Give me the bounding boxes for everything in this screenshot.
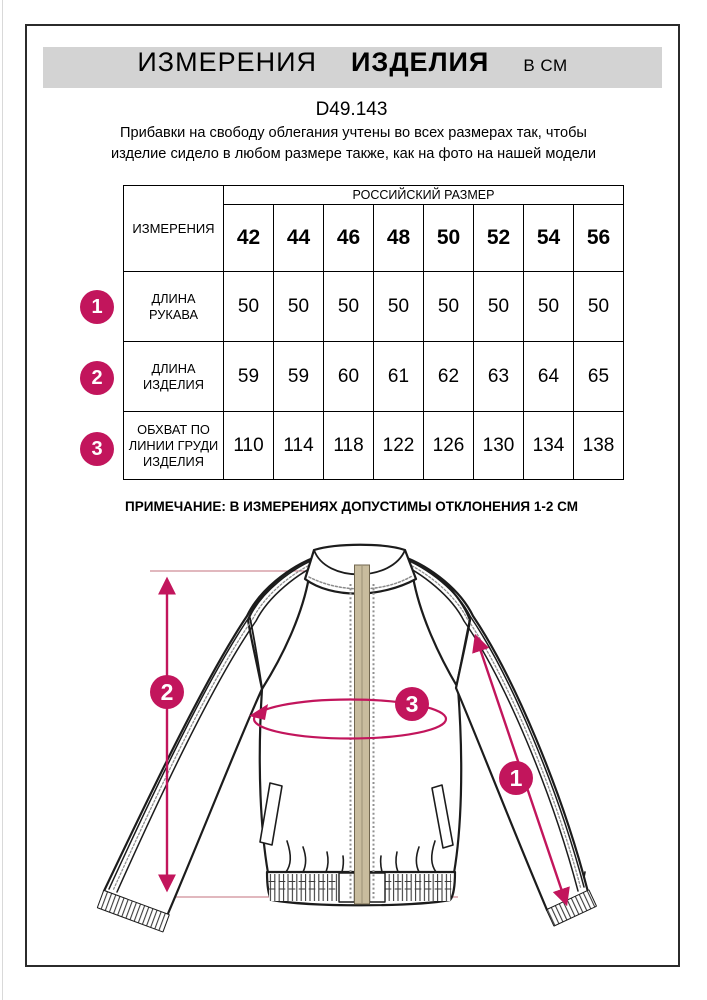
cell-value: 50 [574,272,624,342]
cell-value: 134 [524,412,574,480]
cell-value: 64 [524,342,574,412]
cell-value: 50 [274,272,324,342]
marker-label-2: 2 [160,679,174,705]
row-marker-2: 2 [80,361,114,395]
cell-value: 62 [424,342,474,412]
cell-value: 126 [424,412,474,480]
size-header: 56 [574,205,624,272]
table-row-sleeve-length [124,272,624,342]
cell-value: 63 [474,342,524,412]
page-title-measurements: ИЗМЕРЕНИЯ [137,47,317,77]
size-group-header: РОССИЙСКИЙ РАЗМЕР [224,186,624,205]
waistband-tab-left [339,873,355,902]
row-marker-1: 1 [80,290,114,324]
waistband-tab-right [370,873,386,902]
row-label: ОБХВАТ ПО ЛИНИИ ГРУДИ ИЗДЕЛИЯ [124,412,224,480]
cell-value: 50 [424,272,474,342]
row-label: ДЛИНА ИЗДЕЛИЯ [124,342,224,412]
marker-label-3: 3 [405,691,419,717]
jacket-technical-drawing [25,540,678,955]
cell-value: 59 [274,342,324,412]
size-header: 46 [324,205,374,272]
table-row-garment-length [124,342,624,412]
cell-value: 118 [324,412,374,480]
cell-value: 50 [374,272,424,342]
cell-value: 130 [474,412,524,480]
row-label: ДЛИНА РУКАВА [124,272,224,342]
size-table [123,185,624,480]
model-number: D49.143 [315,99,388,120]
cell-value: 59 [224,342,274,412]
size-header: 44 [274,205,324,272]
cell-value: 50 [474,272,524,342]
marker-label-1: 1 [509,765,523,791]
cell-value: 122 [374,412,424,480]
page-title-unit: В СМ [523,56,568,75]
fit-description: Прибавки на свободу облегания учтены во всех размерах так, чтобы изделие сидело в любом размере также, как на фото на нашей модели [110,125,597,162]
size-header: 52 [474,205,524,272]
scan-edge-artifact [2,0,3,1000]
cell-value: 50 [224,272,274,342]
cell-value: 114 [274,412,324,480]
cell-value: 50 [324,272,374,342]
title-banner [43,47,662,88]
row-marker-3: 3 [80,432,114,466]
cell-value: 60 [324,342,374,412]
size-header: 54 [524,205,574,272]
size-header: 48 [374,205,424,272]
table-row-chest-girth [124,412,624,480]
cell-value: 138 [574,412,624,480]
cell-value: 65 [574,342,624,412]
cell-value: 110 [224,412,274,480]
table-row [124,186,624,205]
tolerance-note: ПРИМЕЧАНИЕ: В ИЗМЕРЕНИЯХ ДОПУСТИМЫ ОТКЛОНЕНИЯ 1-2 СМ [125,499,578,514]
size-header: 50 [424,205,474,272]
page-title-product: ИЗДЕЛИЯ [351,47,490,77]
size-header: 42 [224,205,274,272]
cell-value: 50 [524,272,574,342]
measurements-column-header: ИЗМЕРЕНИЯ [124,186,224,272]
cell-value: 61 [374,342,424,412]
